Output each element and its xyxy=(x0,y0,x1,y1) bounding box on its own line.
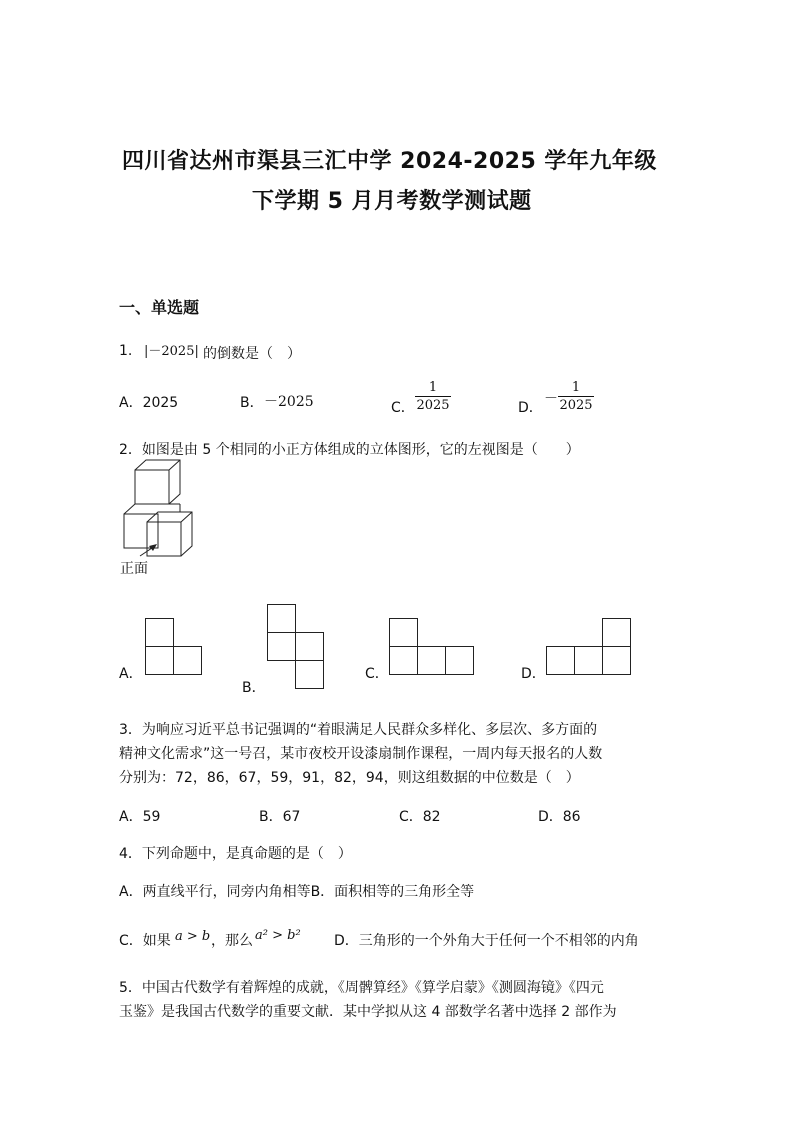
fraction-bar xyxy=(415,396,451,397)
q3-stem-line1: 3．为响应习近平总书记强调的“着眼满足人民群众多样化、多层次、多方面的 xyxy=(119,722,598,738)
fraction-bar xyxy=(558,396,594,397)
q4-option-c-middle: ，那么 xyxy=(211,933,253,949)
q1-option-c-fraction xyxy=(415,380,451,413)
q2-cube-figure xyxy=(118,460,218,564)
q5-stem-line2: 玉鉴》是我国古代数学的重要文献．某中学拟从这 4 部数学名著中选择 2 部作为 xyxy=(119,1004,617,1020)
q2-option-c-figure xyxy=(389,618,475,676)
q3-option-a: A．59 xyxy=(119,809,161,825)
q1-option-a: A．2025 xyxy=(119,395,179,411)
q3-stem-line3: 分别为：72，86，67，59，91，82，94，则这组数据的中位数是（ ） xyxy=(119,770,580,786)
q5-stem-line1: 5．中国古代数学有着辉煌的成就，《周髀算经》《算学启蒙》《测圆海镜》《四元 xyxy=(119,980,604,996)
q1-option-b-label: B． xyxy=(240,395,264,411)
doc-title-line1: 四川省达州市渠县三汇中学 2024-2025 学年九年级 xyxy=(122,149,657,174)
section-heading: 一、单选题 xyxy=(119,298,200,317)
q2-option-b-label: B． xyxy=(242,680,266,696)
q2-option-d-label: D． xyxy=(521,666,546,682)
q4-option-c-prefix: C．如果 xyxy=(119,933,171,949)
q2-option-d-figure xyxy=(546,618,632,676)
q1-option-d-fraction xyxy=(558,380,594,413)
q2-option-b-figure xyxy=(267,604,325,690)
q4-option-c-math1: a > b xyxy=(175,929,211,944)
q4-option-d: D．三角形的一个外角大于任何一个不相邻的内角 xyxy=(334,933,639,949)
q4-option-c-math2: a² > b² xyxy=(255,928,301,943)
q3-option-c: C．82 xyxy=(399,809,441,825)
q4-options-ab: A．两直线平行，同旁内角相等B．面积相等的三角形全等 xyxy=(119,884,475,900)
q1-abs-expression: |－2025| xyxy=(144,344,199,359)
q2-option-a-label: A． xyxy=(119,666,143,682)
front-view-label: 正面 xyxy=(120,561,148,577)
q1-option-c-label: C． xyxy=(391,400,415,416)
q1-d-numerator: 1 xyxy=(571,380,581,395)
q1-c-numerator: 1 xyxy=(428,380,438,395)
q2-option-c-label: C． xyxy=(365,666,389,682)
q3-option-b: B．67 xyxy=(259,809,301,825)
q1-option-d-label: D． xyxy=(518,400,543,416)
q4-stem: 4．下列命题中，是真命题的是（ ） xyxy=(119,846,352,862)
q1-stem: 的倒数是（ ） xyxy=(203,346,301,362)
q1-c-denominator: 2025 xyxy=(416,398,450,413)
q3-stem-line2: 精神文化需求”这一号召，某市夜校开设漆扇制作课程，一周内每天报名的人数 xyxy=(119,746,603,762)
q1-option-d-sign: － xyxy=(544,391,558,407)
q2-stem: 2．如图是由 5 个相同的小正方体组成的立体图形，它的左视图是（ ） xyxy=(119,442,580,458)
doc-title-line2: 下学期 5 月月考数学测试题 xyxy=(252,189,532,214)
q3-option-d: D．86 xyxy=(538,809,581,825)
q2-option-a-figure xyxy=(145,618,203,676)
q1-number: 1. xyxy=(119,343,133,359)
q1-d-denominator: 2025 xyxy=(559,398,593,413)
q1-option-b-value: －2025 xyxy=(264,394,314,410)
